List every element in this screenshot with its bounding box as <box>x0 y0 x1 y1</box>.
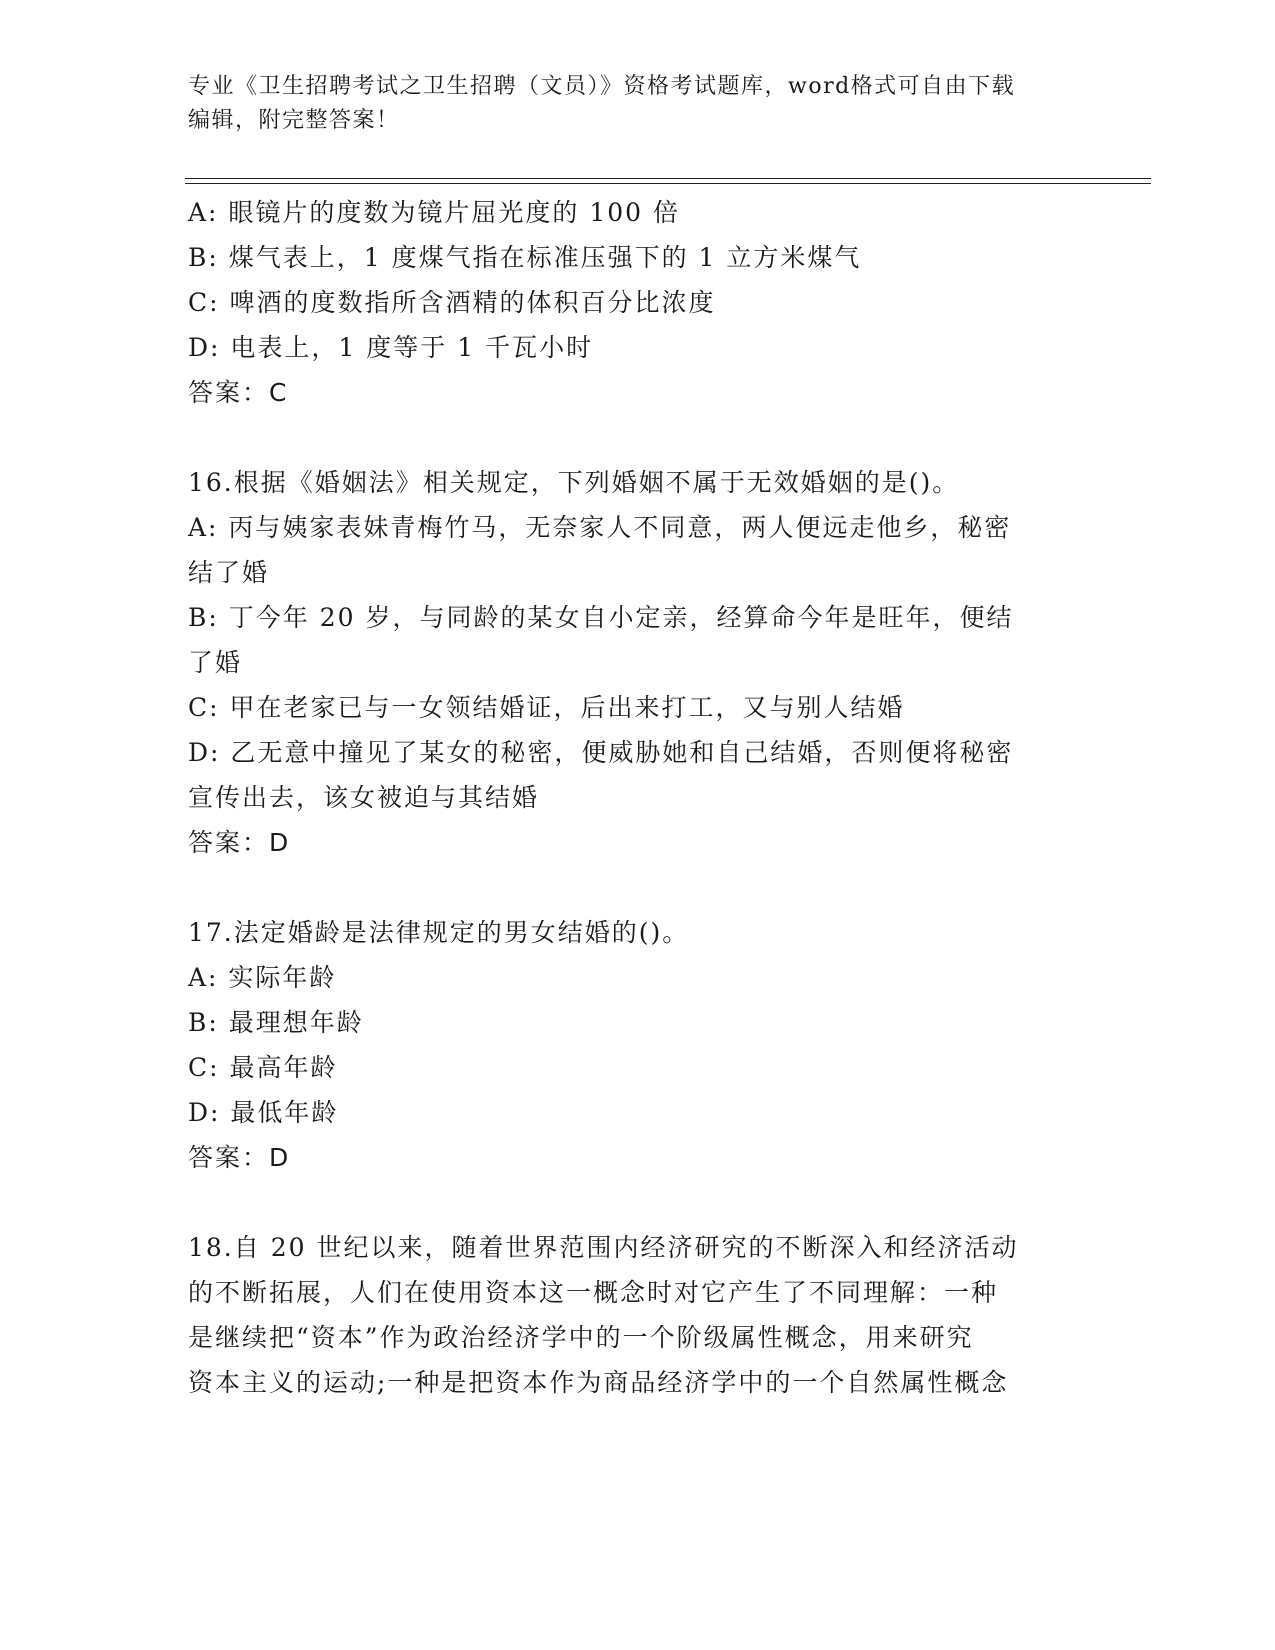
q16-option-b-cont: 了婚 <box>188 648 243 677</box>
header-line-1: 专业《卫生招聘考试之卫生招聘（文员）》资格考试题库，word格式可自由下载 <box>188 74 1016 99</box>
q15-option-b: B: 煤气表上，1 度煤气指在标准压强下的 1 立方米煤气 <box>188 243 862 272</box>
q17-option-c: C: 最高年龄 <box>188 1053 338 1082</box>
question-17-block <box>188 910 1078 1180</box>
q18-text-line-3: 是继续把“资本”作为政治经济学中的一个阶级属性概念，用来研究 <box>188 1323 974 1352</box>
q15-option-a: A: 眼镜片的度数为镜片屈光度的 100 倍 <box>188 198 681 227</box>
spacer <box>188 415 1078 460</box>
header-line-2: 编辑，附完整答案！ <box>188 108 400 133</box>
q18-text-line-1: 18.自 20 世纪以来，随着世界范围内经济研究的不断深入和经济活动 <box>188 1233 1019 1262</box>
q17-question: 17.法定婚龄是法律规定的男女结婚的()。 <box>188 918 690 947</box>
question-16-block <box>188 460 1078 865</box>
q17-option-b: B: 最理想年龄 <box>188 1008 364 1037</box>
q18-text-line-4: 资本主义的运动;一种是把资本作为商品经济学中的一个自然属性概念 <box>188 1368 1009 1397</box>
q16-option-d-cont: 宣传出去，该女被迫与其结婚 <box>188 783 540 812</box>
q16-option-c: C: 甲在老家已与一女领结婚证，后出来打工，又与别人结婚 <box>188 693 905 722</box>
q17-option-a: A: 实际年龄 <box>188 963 337 992</box>
q17-option-d: D: 最低年龄 <box>188 1098 339 1127</box>
q18-text-line-2: 的不断拓展，人们在使用资本这一概念时对它产生了不同理解：一种 <box>188 1278 999 1307</box>
spacer <box>188 1180 1078 1225</box>
question-list <box>188 190 1078 1405</box>
q16-option-d: D: 乙无意中撞见了某女的秘密，便威胁她和自己结婚，否则便将秘密 <box>188 738 1014 767</box>
document-header <box>188 70 1088 138</box>
q15-answer: 答案：C <box>188 378 289 407</box>
q16-option-b: B: 丁今年 20 岁，与同龄的某女自小定亲，经算命今年是旺年，便结 <box>188 603 1014 632</box>
question-15-block <box>188 190 1078 415</box>
q15-option-c: C: 啤酒的度数指所含酒精的体积百分比浓度 <box>188 288 716 317</box>
question-18-block <box>188 1225 1078 1405</box>
q16-question: 16.根据《婚姻法》相关规定，下列婚姻不属于无效婚姻的是()。 <box>188 468 960 497</box>
q16-option-a-cont: 结了婚 <box>188 558 270 587</box>
q16-option-a: A: 丙与姨家表妹青梅竹马，无奈家人不同意，两人便远走他乡，秘密 <box>188 513 1012 542</box>
header-divider-top <box>185 178 1151 179</box>
q16-answer: 答案：D <box>188 828 291 857</box>
spacer <box>188 865 1078 910</box>
header-divider-bottom <box>185 183 1151 184</box>
q15-option-d: D: 电表上，1 度等于 1 千瓦小时 <box>188 333 594 362</box>
q17-answer: 答案：D <box>188 1143 291 1172</box>
